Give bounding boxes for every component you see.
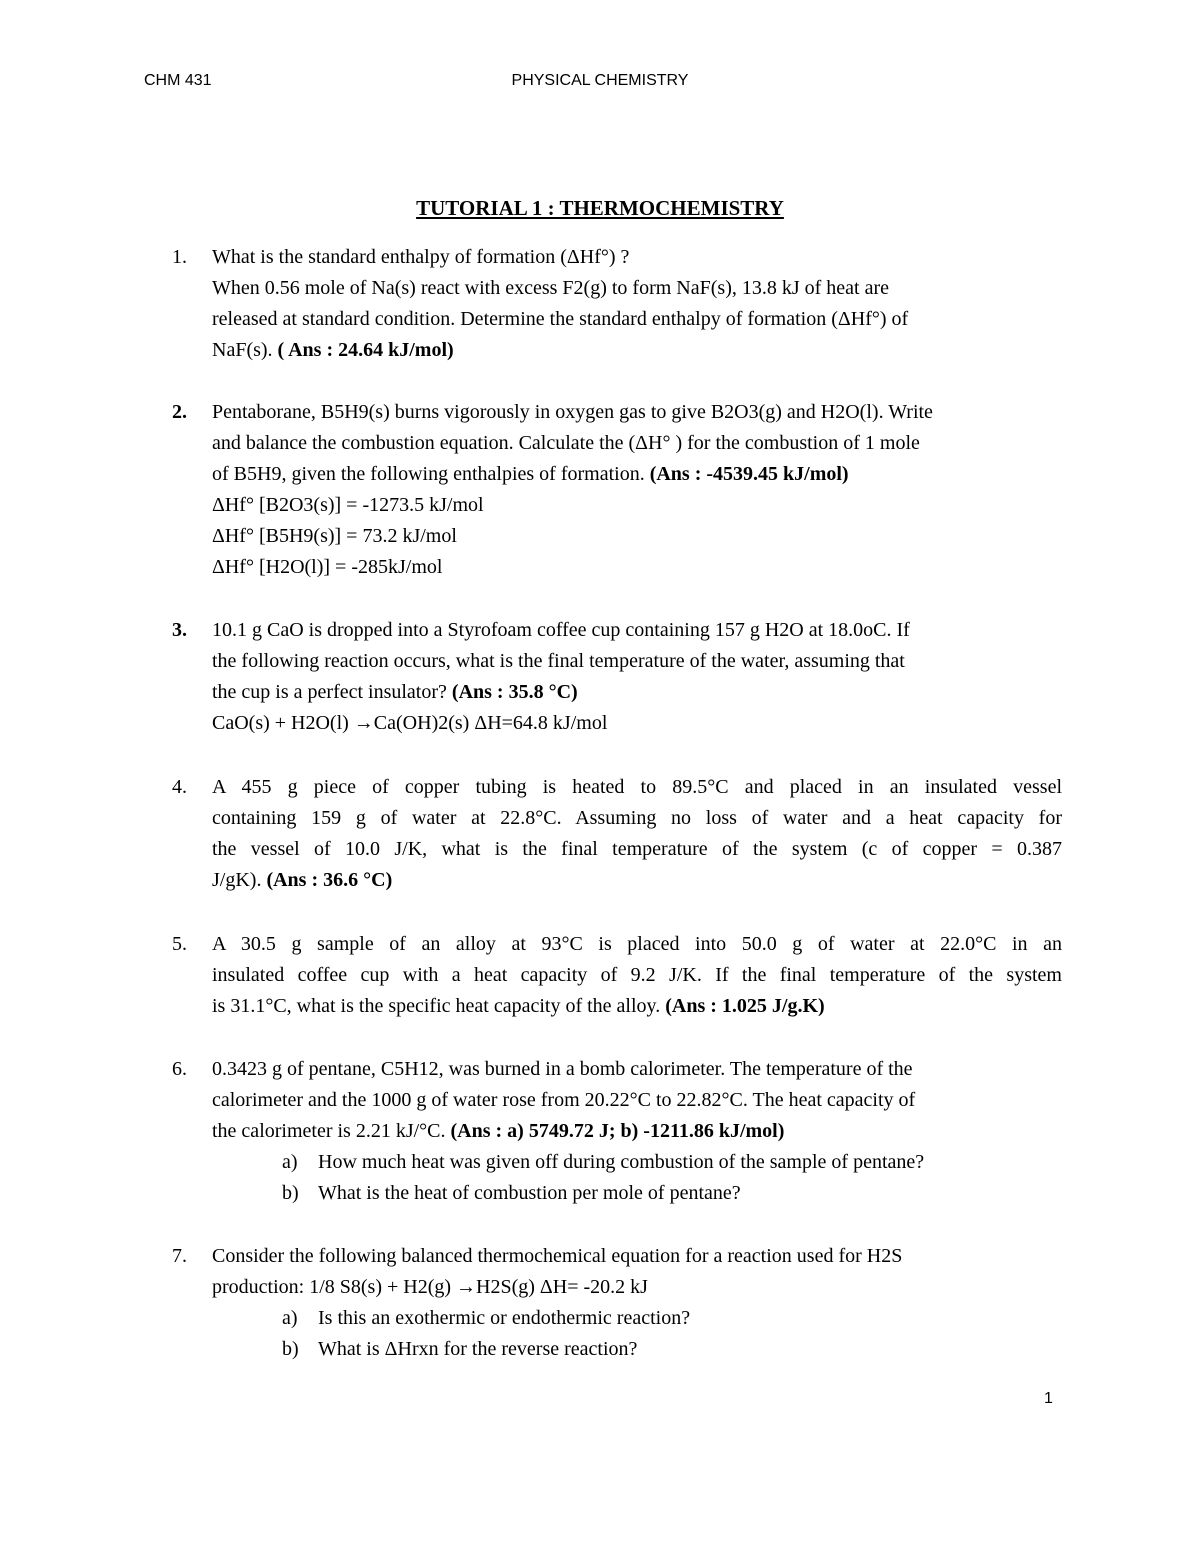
sub-question-a: a) Is this an exothermic or endothermic reaction? bbox=[282, 1307, 691, 1329]
question-1 bbox=[172, 242, 1062, 366]
enthalpy-data: ΔHf° [H2O(l)] = -285kJ/mol bbox=[212, 556, 443, 578]
question-2 bbox=[172, 397, 1062, 583]
question-text: 0.3423 g of pentane, C5H12, was burned in a bomb calorimeter. The temperature of the bbox=[212, 1058, 913, 1080]
page-number: 1 bbox=[1044, 1390, 1053, 1407]
answer: (Ans : -4539.45 kJ/mol) bbox=[649, 463, 849, 485]
question-text: containing 159 g of water at 22.8°C. Assuming no loss of water and a heat capacity for bbox=[212, 807, 1062, 829]
reaction-equation: CaO(s) + H2O(l) →Ca(OH)2(s) ΔH=64.8 kJ/mol bbox=[212, 712, 608, 734]
question-number: 5. bbox=[172, 933, 187, 955]
question-text: calorimeter and the 1000 g of water rose from 20.22°C to 22.82°C. The heat capacity of bbox=[212, 1089, 916, 1111]
question-text: J/gK). bbox=[212, 869, 262, 891]
question-5 bbox=[172, 929, 1062, 1022]
answer: (Ans : a) 5749.72 J; b) -1211.86 kJ/mol) bbox=[450, 1120, 785, 1142]
question-4 bbox=[172, 772, 1062, 896]
question-7 bbox=[172, 1241, 1062, 1365]
question-text: production: 1/8 S8(s) + H2(g) →H2S(g) ΔH= -20.2 kJ bbox=[212, 1276, 648, 1298]
question-number: 7. bbox=[172, 1245, 187, 1267]
question-text: NaF(s). bbox=[212, 339, 273, 361]
question-3 bbox=[172, 615, 1062, 739]
enthalpy-data: ΔHf° [B2O3(s)] = -1273.5 kJ/mol bbox=[212, 494, 484, 516]
question-number: 6. bbox=[172, 1058, 187, 1080]
question-text: the vessel of 10.0 J/K, what is the final temperature of the system (c of copper = 0.387 bbox=[212, 838, 1062, 860]
question-text: is 31.1°C, what is the specific heat capacity of the alloy. bbox=[212, 995, 661, 1017]
question-text: 10.1 g CaO is dropped into a Styrofoam coffee cup containing 157 g H2O at 18.0oC. If bbox=[212, 619, 910, 641]
question-number: 3. bbox=[172, 619, 187, 641]
header-course: CHM 431 bbox=[144, 72, 212, 89]
answer: (Ans : 1.025 J/g.K) bbox=[665, 995, 825, 1017]
enthalpy-data: ΔHf° [B5H9(s)] = 73.2 kJ/mol bbox=[212, 525, 457, 547]
question-text: the following reaction occurs, what is the final temperature of the water, assuming that bbox=[212, 650, 905, 672]
question-number: 4. bbox=[172, 776, 187, 798]
question-6 bbox=[172, 1054, 1062, 1209]
question-text: Consider the following balanced thermochemical equation for a reaction used for H2S bbox=[212, 1245, 903, 1267]
question-text: and balance the combustion equation. Calculate the (ΔH° ) for the combustion of 1 mole bbox=[212, 432, 920, 454]
answer: ( Ans : 24.64 kJ/mol) bbox=[277, 339, 454, 361]
question-text: Pentaborane, B5H9(s) burns vigorously in oxygen gas to give B2O3(g) and H2O(l). Write bbox=[212, 401, 933, 423]
question-text: the calorimeter is 2.21 kJ/°C. bbox=[212, 1120, 446, 1142]
sub-question-b: b) What is the heat of combustion per mole of pentane? bbox=[282, 1182, 741, 1204]
question-number: 1. bbox=[172, 246, 187, 268]
question-number: 2. bbox=[172, 401, 187, 423]
sub-question-a: a) How much heat was given off during combustion of the sample of pentane? bbox=[282, 1151, 925, 1173]
answer: (Ans : 35.8 °C) bbox=[451, 681, 578, 703]
question-text: insulated coffee cup with a heat capacity of 9.2 J/K. If the final temperature of the system bbox=[212, 964, 1062, 986]
question-text: A 30.5 g sample of an alloy at 93°C is placed into 50.0 g of water at 22.0°C in an bbox=[212, 933, 1062, 955]
question-text: What is the standard enthalpy of formation (ΔHf°) ? bbox=[212, 246, 630, 268]
question-text: of B5H9, given the following enthalpies of formation. bbox=[212, 463, 645, 485]
answer: (Ans : 36.6 °C) bbox=[266, 869, 393, 891]
page-title: TUTORIAL 1 : THERMOCHEMISTRY bbox=[416, 196, 784, 220]
question-text: A 455 g piece of copper tubing is heated to 89.5°C and placed in an insulated vessel bbox=[212, 776, 1062, 798]
question-text: When 0.56 mole of Na(s) react with excess F2(g) to form NaF(s), 13.8 kJ of heat are bbox=[212, 277, 890, 299]
sub-question-b: b) What is ΔHrxn for the reverse reaction? bbox=[282, 1338, 638, 1360]
header-subject: PHYSICAL CHEMISTRY bbox=[511, 72, 689, 89]
question-text: the cup is a perfect insulator? bbox=[212, 681, 447, 703]
question-text: released at standard condition. Determine the standard enthalpy of formation (ΔHf°) of bbox=[212, 308, 909, 330]
